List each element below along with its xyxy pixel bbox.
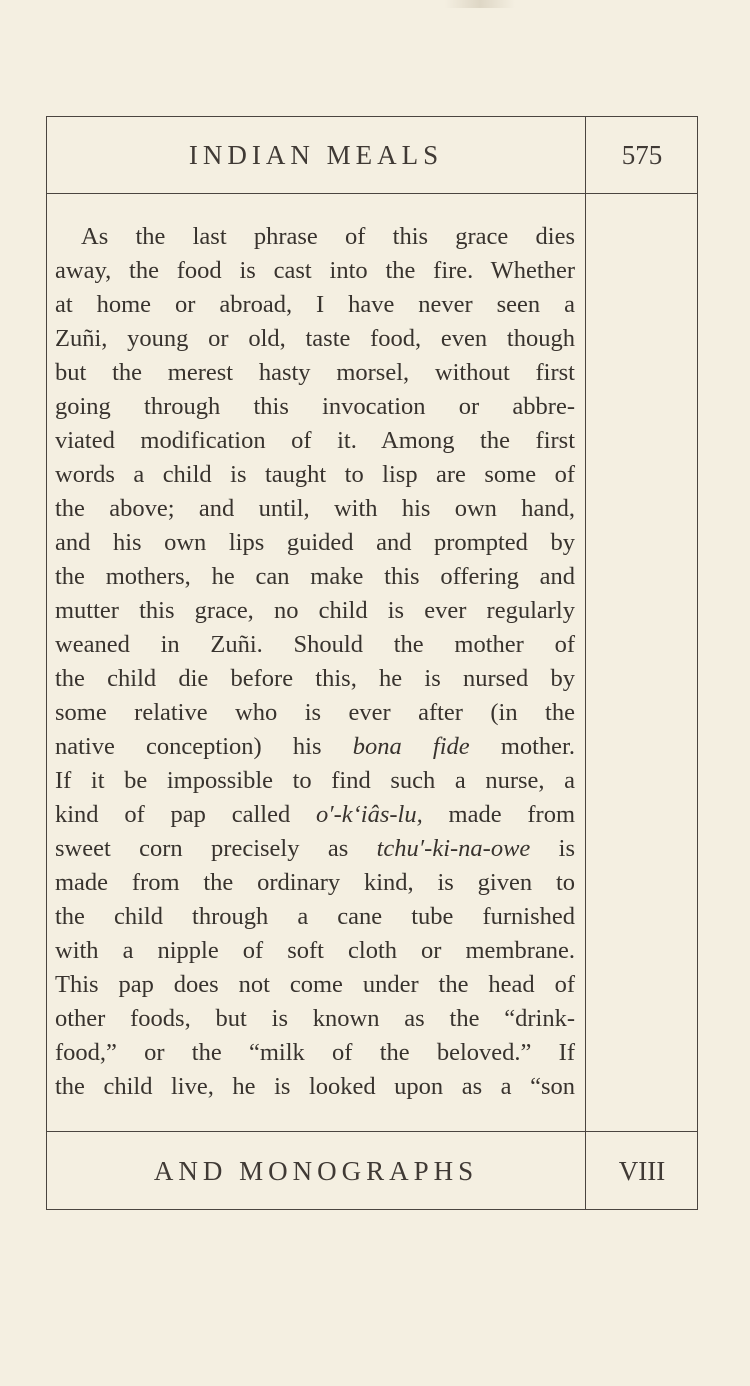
text-line: viated modification of it. Among the first [55,427,575,454]
text-line: the above; and until, with his own hand, [55,495,575,522]
text-line: other foods, but is known as the “drink- [55,1005,575,1032]
text-line: If it be impossible to find such a nurse, a [55,767,575,794]
italic-term: o′-k‘iâs-lu, [316,801,423,828]
running-foot: AND MONOGRAPHS [153,1155,479,1186]
header-rule [47,193,697,194]
text-segment: sweet corn precisely as [55,835,377,862]
text-line: made from the ordinary kind, is given to [55,869,575,896]
footer-rule [47,1131,697,1132]
body-text [55,220,575,1104]
text-line [55,730,575,764]
running-head: INDIAN MEALS [188,139,444,170]
text-line: As the last phrase of this grace dies [81,223,575,250]
text-line: food,” or the “milk of the beloved.” If [55,1039,575,1066]
text-segment: is [530,835,576,862]
text-line: and his own lips guided and prompted by [55,529,575,556]
text-line: the mothers, he can make this offering and [55,563,575,590]
paper-mark [445,0,515,8]
text-line: the child live, he is looked upon as a “son [55,1073,575,1100]
volume-number: VIII [618,1155,666,1186]
text-line: with a nipple of soft cloth or membrane. [55,937,575,964]
text-line: at home or abroad, I have never seen a [55,291,575,318]
page-frame [46,116,698,1210]
text-line: going through this invocation or abbre- [55,393,575,420]
text-line: some relative who is ever after (in the [55,699,575,726]
text-line: Zuñi, young or old, taste food, even though [55,325,575,352]
italic-term: bona fide [352,733,470,760]
text-segment: made from [422,801,575,828]
text-line: mutter this grace, no child is ever regularly [55,597,575,624]
text-segment: mother. [469,733,575,760]
text-line [55,798,575,832]
margin-vertical-rule [585,117,586,1209]
text-segment: kind of pap called [55,801,316,828]
text-line: This pap does not come under the head of [55,971,575,998]
italic-term: tchu′-ki-na-owe [376,835,531,862]
text-line: but the merest hasty morsel, without first [55,359,575,386]
text-line: the child die before this, he is nursed by [55,665,575,692]
text-line: the child through a cane tube furnished [55,903,575,930]
page-number: 575 [621,139,663,170]
text-line [55,832,575,866]
text-line: weaned in Zuñi. Should the mother of [55,631,575,658]
text-segment: native conception) his [55,733,353,760]
text-line: away, the food is cast into the fire. Whether [55,257,575,284]
text-line: words a child is taught to lisp are some of [55,461,575,488]
